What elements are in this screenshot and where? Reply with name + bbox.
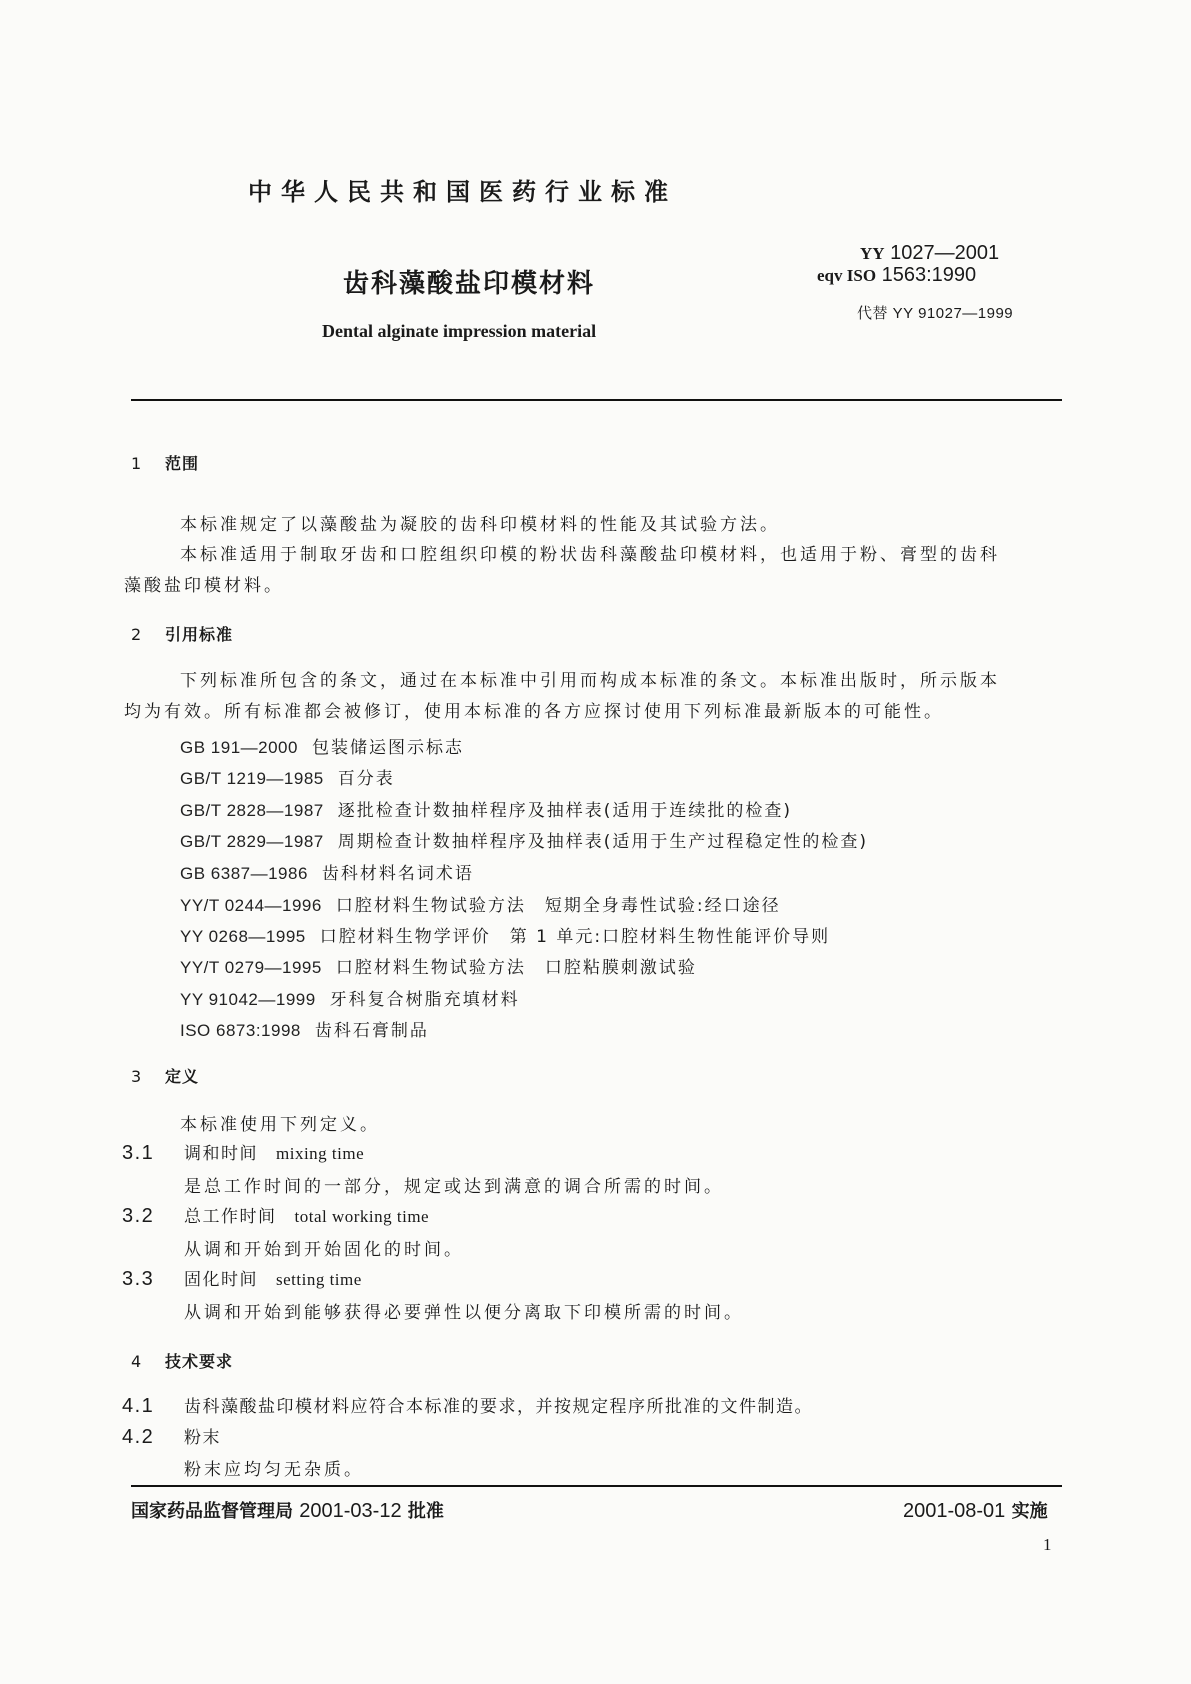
reference-code: GB/T 2829—1987 <box>180 832 324 851</box>
reference-title: 口腔材料生物学评价 第 1 单元:口腔材料生物性能评价导则 <box>319 927 831 947</box>
clause-4-1 <box>122 1392 813 1418</box>
equivalent-standard <box>817 264 976 287</box>
equivalent-prefix: eqv ISO <box>817 266 877 285</box>
definition-term: 总工作时间 <box>184 1207 277 1227</box>
section-3-heading <box>131 1064 199 1087</box>
page-number: 1 <box>1043 1535 1052 1554</box>
equivalent-number: 1563:1990 <box>881 264 977 286</box>
reference-code: GB 6387—1986 <box>180 864 308 883</box>
reference-code: YY 91042—1999 <box>180 990 316 1009</box>
definition-3-3 <box>122 1265 362 1291</box>
footer-divider <box>131 1485 1062 1487</box>
reference-title: 口腔材料生物试验方法 短期全身毒性试验:经口途径 <box>335 896 781 916</box>
standard-code-prefix: YY <box>860 244 885 263</box>
section-1-paragraph-2: 本标准适用于制取牙齿和口腔组织印模的粉状齿科藻酸盐印模材料，也适用于粉、膏型的齿科藻酸盐印模材料。 <box>124 545 1000 596</box>
reference-item <box>180 764 395 789</box>
section-title: 定义 <box>165 1067 200 1086</box>
reference-title: 牙科复合树脂充填材料 <box>329 990 520 1010</box>
reference-item <box>180 985 520 1010</box>
definition-term-en: mixing time <box>276 1144 365 1163</box>
section-number: 3 <box>131 1067 143 1086</box>
clause-number: 4.2 <box>122 1426 155 1448</box>
definition-3-2 <box>122 1202 429 1228</box>
section-3-paragraph-1: 本标准使用下列定义。 <box>180 1115 380 1135</box>
reference-item <box>180 891 781 916</box>
section-title: 范围 <box>165 454 200 473</box>
clause-text: 齿科藻酸盐印模材料应符合本标准的要求，并按规定程序所批准的文件制造。 <box>184 1397 813 1417</box>
clause-number: 3.2 <box>122 1205 155 1227</box>
effective-date: 2001-08-01 <box>903 1500 1006 1522</box>
section-number: 4 <box>131 1352 143 1371</box>
definition-3-1 <box>122 1139 364 1165</box>
reference-item <box>180 953 697 978</box>
issue-date: 2001-03-12 <box>299 1500 402 1522</box>
issue-label: 批准 <box>407 1501 444 1522</box>
approval-line <box>131 1497 444 1523</box>
reference-code: GB/T 2828—1987 <box>180 801 324 820</box>
document-title-en: Dental alginate impression material <box>322 321 597 341</box>
reference-code: YY/T 0279—1995 <box>180 958 322 977</box>
header-divider <box>131 399 1062 401</box>
clause-number: 3.3 <box>122 1268 155 1290</box>
reference-title: 包装储运图示标志 <box>311 738 464 758</box>
clause-4-2 <box>122 1423 221 1449</box>
clause-4-2-text: 粉末应均匀无杂质。 <box>184 1460 364 1480</box>
reference-item <box>180 827 868 852</box>
definition-3-3-text: 从调和开始到能够获得必要弹性以便分离取下印模所需的时间。 <box>184 1303 744 1323</box>
reference-item <box>180 922 830 947</box>
reference-title: 口腔材料生物试验方法 口腔粘膜刺激试验 <box>335 958 697 978</box>
replaces-standard: 代替 YY 91027—1999 <box>857 305 1014 322</box>
reference-code: ISO 6873:1998 <box>180 1021 301 1040</box>
definition-term: 固化时间 <box>184 1270 258 1290</box>
document-title-zh: 齿科藻酸盐印模材料 <box>343 269 596 299</box>
definition-term: 调和时间 <box>184 1144 258 1164</box>
standard-code-number: 1027—2001 <box>890 242 1000 264</box>
reference-title: 百分表 <box>337 769 395 789</box>
reference-code: GB 191—2000 <box>180 738 298 757</box>
reference-title: 周期检查计数抽样程序及抽样表(适用于生产过程稳定性的检查) <box>337 832 868 852</box>
section-number: 1 <box>131 454 143 473</box>
section-2-paragraph-1: 下列标准所包含的条文，通过在本标准中引用而构成本标准的条文。本标准出版时，所示版本均为有效。所有标准都会被修订，使用本标准的各方应探讨使用下列标准最新版本的可能性。 <box>124 671 1000 722</box>
definition-term-en: setting time <box>276 1270 362 1289</box>
reference-item <box>180 859 474 884</box>
clause-number: 4.1 <box>122 1395 155 1417</box>
section-1-paragraph-1: 本标准规定了以藻酸盐为凝胶的齿科印模材料的性能及其试验方法。 <box>180 515 780 535</box>
reference-item <box>180 796 792 821</box>
effective-label: 实施 <box>1011 1501 1048 1522</box>
reference-title: 齿科材料名词术语 <box>321 864 474 884</box>
definition-3-2-text: 从调和开始到开始固化的时间。 <box>184 1240 464 1260</box>
reference-item <box>180 733 464 758</box>
section-1-heading <box>131 451 199 474</box>
reference-title: 齿科石膏制品 <box>314 1021 429 1041</box>
issuer: 国家药品监督管理局 <box>131 1501 293 1522</box>
section-4-heading <box>131 1349 233 1372</box>
standard-code <box>860 242 999 265</box>
section-title: 技术要求 <box>165 1352 234 1371</box>
reference-code: YY 0268—1995 <box>180 927 306 946</box>
section-number: 2 <box>131 625 143 644</box>
definition-term-en: total working time <box>294 1207 430 1226</box>
reference-code: GB/T 1219—1985 <box>180 769 324 788</box>
reference-item <box>180 1016 429 1041</box>
section-2-heading <box>131 622 233 645</box>
definition-3-1-text: 是总工作时间的一部分，规定或达到满意的调合所需的时间。 <box>184 1177 724 1197</box>
clause-number: 3.1 <box>122 1142 155 1164</box>
section-title: 引用标准 <box>165 625 234 644</box>
clause-text: 粉末 <box>184 1428 221 1448</box>
standard-category-title: 中华人民共和国医药行业标准 <box>248 178 677 206</box>
effective-line <box>903 1497 1048 1523</box>
reference-title: 逐批检查计数抽样程序及抽样表(适用于连续批的检查) <box>337 801 792 821</box>
reference-code: YY/T 0244—1996 <box>180 896 322 915</box>
